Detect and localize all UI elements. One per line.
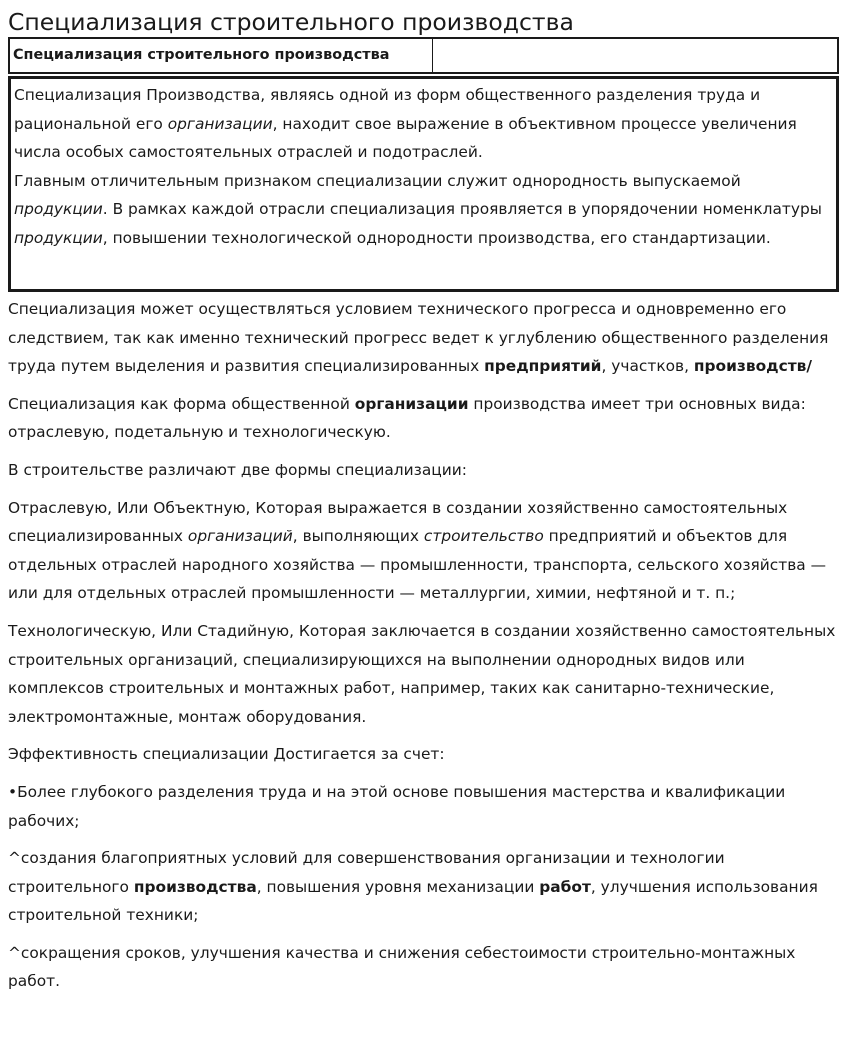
- intro-p1-text-b: , находит свое выражение в объективном процессе увеличения числа особых самостоятельных отраслей и подотраслей.: [14, 114, 797, 162]
- body-p2-text-b: производства имеет три основных вида: отраслевую, подетальную и технологическую.: [8, 394, 806, 442]
- body-content: [8, 295, 839, 996]
- body-p1-bold-2: производств/: [693, 357, 812, 376]
- body-paragraph-3: В строительстве различают две формы специализации:: [8, 460, 467, 479]
- body-paragraph-8: [8, 844, 839, 930]
- header-table: [8, 37, 839, 74]
- intro-p1-italic: организации: [167, 114, 273, 133]
- intro-p2-italic-2: продукции: [14, 228, 103, 247]
- body-paragraph-6: Эффективность специализации Достигается за счет:: [8, 745, 445, 764]
- body-paragraph-9: ^сокращения сроков, улучшения качества и снижения себестоимости строительно-монтажных работ.: [8, 943, 796, 991]
- body-p1-bold-1: предприятий: [484, 357, 602, 376]
- intro-p2-text-a: Главным отличительным признаком специализации служит однородность выпускаемой: [14, 171, 741, 190]
- body-paragraph-7: •Более глубокого разделения труда и на этой основе повышения мастерства и квалификации рабочих;: [8, 782, 786, 830]
- body-p8-bold-1: производства: [133, 877, 257, 896]
- body-p4-text-b: , выполняющих: [292, 527, 424, 546]
- intro-p2-text-b: . В рамках каждой отрасли специализация проявляется в упорядочении номенклатуры: [102, 200, 822, 219]
- body-p1-text-b: , участков,: [601, 357, 694, 376]
- body-p4-italic-1: организаций: [187, 527, 293, 546]
- body-paragraph-1: [8, 295, 839, 381]
- body-p4-italic-2: строительство: [423, 527, 544, 546]
- intro-p2-text-c: , повышении технологической однородности производства, его стандартизации.: [102, 228, 771, 247]
- body-p8-text-a: ^создания благоприятных условий для совершенствования организации и технологии строительного: [8, 849, 725, 896]
- intro-paragraph-2: [14, 167, 832, 253]
- page-title: Специализация строительного производства: [8, 8, 574, 36]
- body-p2-bold: организации: [354, 394, 469, 413]
- body-paragraph-4: [8, 494, 839, 608]
- body-p4-text-c: предприятий и объектов для отдельных отраслей народного хозяйства — промышленности, транспорта, сельского хозяйства — или для отдельных отраслей промышленности — металлургии, химии, нефтяной и т. п.;: [8, 527, 826, 603]
- body-paragraph-2: [8, 390, 839, 447]
- intro-paragraph-1: [14, 81, 832, 167]
- header-table-cell: Специализация строительного производства: [10, 39, 433, 72]
- body-p1-text-a: Специализация может осуществляться условием технического прогресса и одновременно его следствием, так как именно технический прогресс ведет к углублению общественного разделения труда путем выделения и развития специализированных: [8, 300, 829, 376]
- body-p2-text-a: Специализация как форма общественной: [8, 394, 355, 413]
- intro-box: [8, 76, 839, 292]
- body-p8-bold-2: работ: [539, 877, 591, 896]
- body-paragraph-5: Технологическую, Или Стадийную, Которая заключается в создании хозяйственно самостоятельных строительных организаций, специализирующихся на выполнении однородных видов или комплексов строительных и монтажных работ, например, таких как санитарно-технические, электромонтажные, монтаж оборудования.: [8, 621, 836, 726]
- body-p8-text-c: , улучшения использования строительной техники;: [8, 877, 818, 925]
- body-p8-text-b: , повышения уровня механизации: [256, 877, 540, 896]
- intro-p1-text-a: Специализация Производства, являясь одной из форм общественного разделения труда и рациональной его: [14, 86, 761, 133]
- body-p4-text-a: Отраслевую, Или Объектную, Которая выражается в создании хозяйственно самостоятельных специализированных: [8, 498, 788, 546]
- intro-p2-italic-1: продукции: [14, 200, 103, 219]
